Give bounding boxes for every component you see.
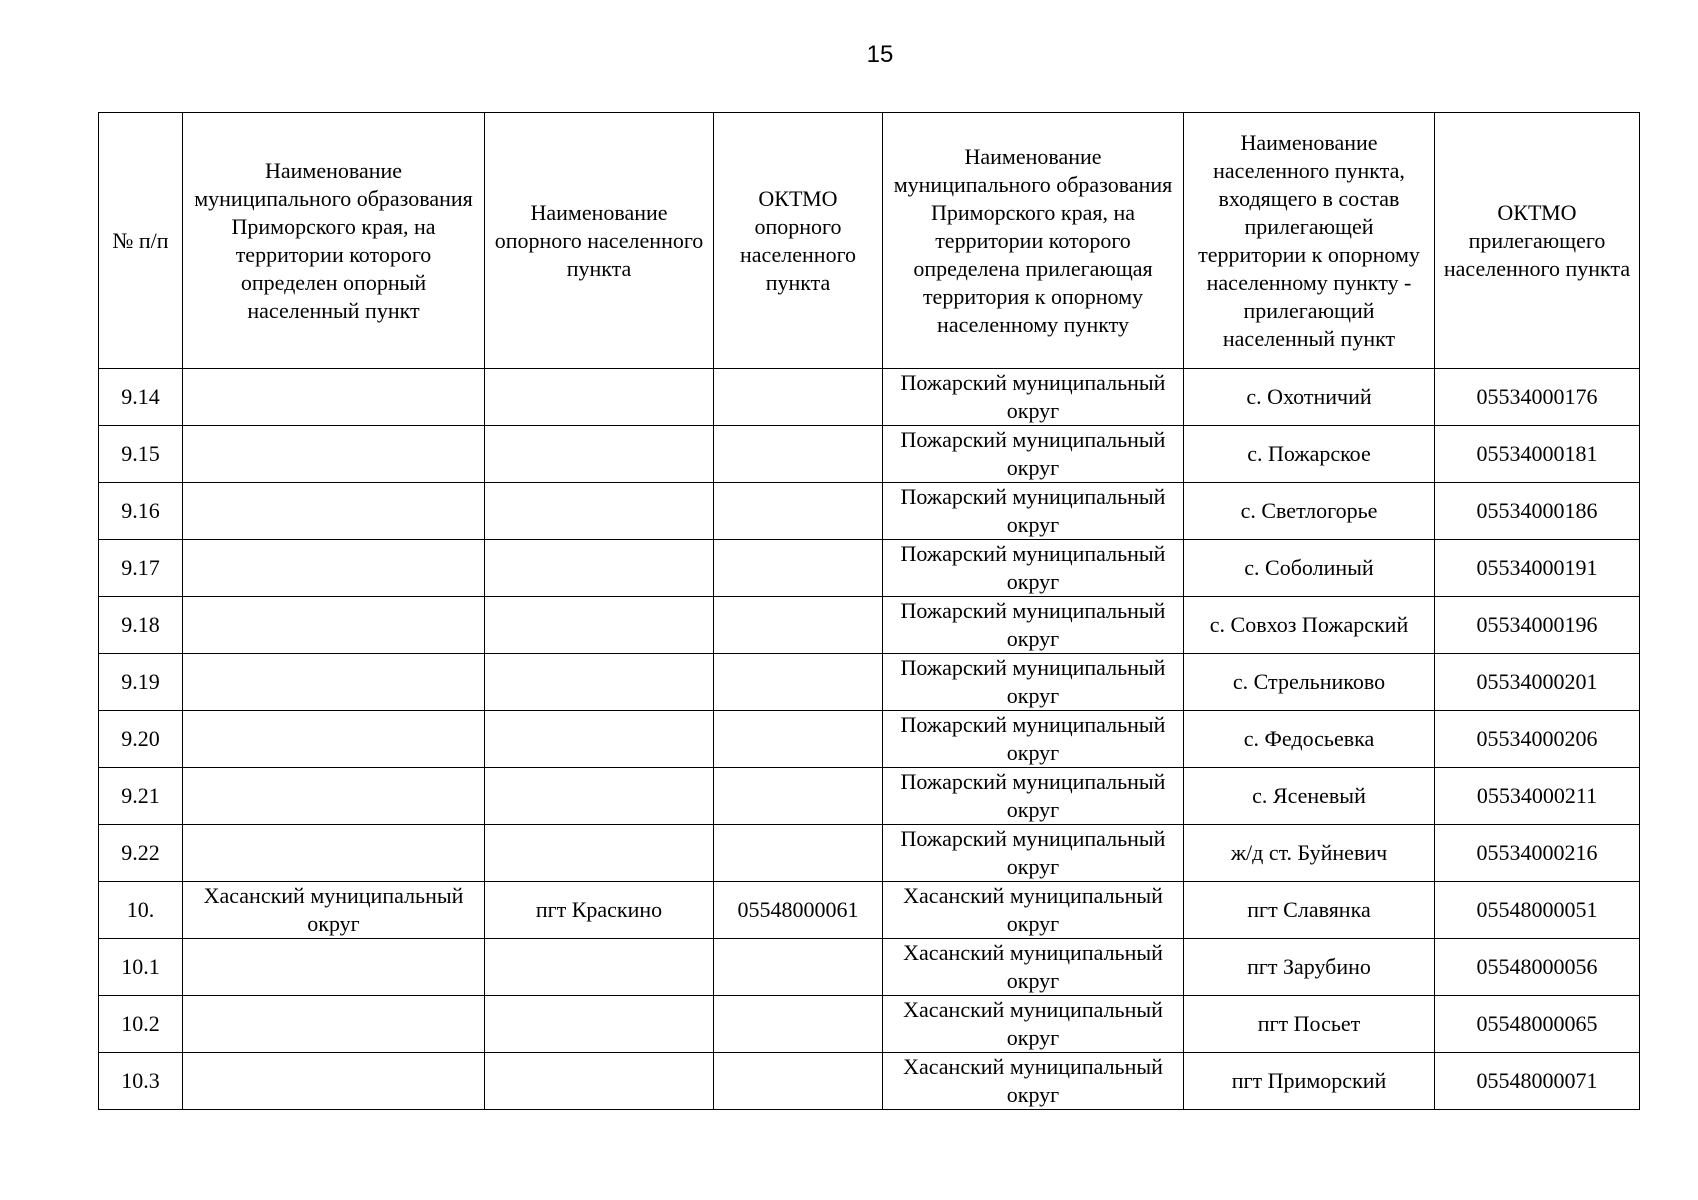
cell-mo-core: Хасанский муниципальный округ xyxy=(183,882,485,939)
table-row xyxy=(99,939,1640,996)
cell-core-oktmo xyxy=(714,483,883,540)
cell-core-name xyxy=(485,597,714,654)
cell-adjacent-oktmo: 05534000181 xyxy=(1435,426,1640,483)
cell-core-oktmo xyxy=(714,939,883,996)
cell-mo-core xyxy=(183,597,485,654)
cell-adjacent-name: с. Пожарское xyxy=(1184,426,1435,483)
cell-core-oktmo xyxy=(714,711,883,768)
cell-core-name xyxy=(485,939,714,996)
header-core-oktmo: ОКТМО опорного населенного пункта xyxy=(714,113,883,369)
cell-adjacent-name: пгт Зарубино xyxy=(1184,939,1435,996)
cell-core-oktmo xyxy=(714,597,883,654)
header-core-name: Наименование опорного населенного пункта xyxy=(485,113,714,369)
cell-adjacent-name: с. Охотничий xyxy=(1184,369,1435,426)
cell-adjacent-oktmo: 05534000176 xyxy=(1435,369,1640,426)
table-row xyxy=(99,996,1640,1053)
cell-mo-adjacent: Пожарский муниципальный округ xyxy=(883,369,1184,426)
cell-mo-core xyxy=(183,369,485,426)
cell-mo-core xyxy=(183,426,485,483)
table-body xyxy=(99,369,1640,1110)
cell-num: 9.17 xyxy=(99,540,183,597)
header-mo-core: Наименование муниципального образования Приморского края, на территории которого определен опорный населенный пункт xyxy=(183,113,485,369)
cell-core-oktmo xyxy=(714,540,883,597)
cell-adjacent-name: пгт Посьет xyxy=(1184,996,1435,1053)
header-adjacent-oktmo: ОКТМО прилегающего населенного пункта xyxy=(1435,113,1640,369)
cell-mo-core xyxy=(183,768,485,825)
cell-adjacent-oktmo: 05534000201 xyxy=(1435,654,1640,711)
cell-mo-core xyxy=(183,711,485,768)
cell-num: 9.18 xyxy=(99,597,183,654)
cell-adjacent-oktmo: 05534000206 xyxy=(1435,711,1640,768)
cell-core-oktmo xyxy=(714,1053,883,1110)
cell-adjacent-name: пгт Славянка xyxy=(1184,882,1435,939)
cell-core-name: пгт Краскино xyxy=(485,882,714,939)
cell-mo-adjacent: Пожарский муниципальный округ xyxy=(883,654,1184,711)
cell-core-oktmo xyxy=(714,825,883,882)
cell-core-name xyxy=(485,768,714,825)
table-row xyxy=(99,483,1640,540)
cell-mo-core xyxy=(183,540,485,597)
cell-mo-adjacent: Пожарский муниципальный округ xyxy=(883,768,1184,825)
cell-num: 9.19 xyxy=(99,654,183,711)
cell-adjacent-name: с. Светлогорье xyxy=(1184,483,1435,540)
cell-core-name xyxy=(485,369,714,426)
cell-adjacent-oktmo: 05548000071 xyxy=(1435,1053,1640,1110)
cell-mo-adjacent: Пожарский муниципальный округ xyxy=(883,426,1184,483)
cell-core-name xyxy=(485,654,714,711)
cell-num: 9.14 xyxy=(99,369,183,426)
table-row xyxy=(99,768,1640,825)
cell-adjacent-name: с. Совхоз Пожарский xyxy=(1184,597,1435,654)
table-row xyxy=(99,540,1640,597)
cell-num: 9.21 xyxy=(99,768,183,825)
settlements-table xyxy=(98,112,1640,1110)
cell-adjacent-oktmo: 05534000196 xyxy=(1435,597,1640,654)
cell-core-oktmo xyxy=(714,369,883,426)
cell-mo-core xyxy=(183,939,485,996)
header-num: № п/п xyxy=(99,113,183,369)
cell-mo-adjacent: Пожарский муниципальный округ xyxy=(883,711,1184,768)
cell-mo-core xyxy=(183,483,485,540)
table-row xyxy=(99,1053,1640,1110)
cell-mo-core xyxy=(183,996,485,1053)
cell-mo-adjacent: Хасанский муниципальный округ xyxy=(883,996,1184,1053)
cell-core-name xyxy=(485,825,714,882)
cell-mo-adjacent: Хасанский муниципальный округ xyxy=(883,882,1184,939)
cell-mo-adjacent: Хасанский муниципальный округ xyxy=(883,939,1184,996)
table-row xyxy=(99,882,1640,939)
cell-num: 9.15 xyxy=(99,426,183,483)
cell-core-name xyxy=(485,540,714,597)
cell-num: 10.3 xyxy=(99,1053,183,1110)
cell-core-name xyxy=(485,1053,714,1110)
cell-mo-adjacent: Хасанский муниципальный округ xyxy=(883,1053,1184,1110)
header-adjacent-name: Наименование населенного пункта, входящего в состав прилегающей территории к опорному населенному пункту - прилегающий населенный пункт xyxy=(1184,113,1435,369)
cell-core-name xyxy=(485,996,714,1053)
header-mo-adjacent: Наименование муниципального образования Приморского края, на территории которого определена прилегающая территория к опорному населенному пункту xyxy=(883,113,1184,369)
cell-adjacent-name: с. Соболиный xyxy=(1184,540,1435,597)
cell-adjacent-oktmo: 05534000211 xyxy=(1435,768,1640,825)
cell-num: 9.16 xyxy=(99,483,183,540)
cell-mo-core xyxy=(183,825,485,882)
table-row xyxy=(99,654,1640,711)
table-header xyxy=(99,113,1640,369)
table-row xyxy=(99,369,1640,426)
table-row xyxy=(99,711,1640,768)
cell-adjacent-oktmo: 05534000191 xyxy=(1435,540,1640,597)
cell-adjacent-name: с. Ясеневый xyxy=(1184,768,1435,825)
cell-adjacent-name: ж/д ст. Буйневич xyxy=(1184,825,1435,882)
cell-core-name xyxy=(485,426,714,483)
cell-mo-core xyxy=(183,1053,485,1110)
table-row xyxy=(99,426,1640,483)
cell-num: 10. xyxy=(99,882,183,939)
cell-mo-adjacent: Пожарский муниципальный округ xyxy=(883,825,1184,882)
cell-mo-adjacent: Пожарский муниципальный округ xyxy=(883,540,1184,597)
cell-mo-core xyxy=(183,654,485,711)
cell-core-oktmo xyxy=(714,768,883,825)
cell-core-name xyxy=(485,711,714,768)
cell-core-oktmo xyxy=(714,654,883,711)
cell-mo-adjacent: Пожарский муниципальный округ xyxy=(883,597,1184,654)
page-number: 15 xyxy=(866,41,894,68)
cell-core-oktmo: 05548000061 xyxy=(714,882,883,939)
cell-adjacent-name: с. Федосьевка xyxy=(1184,711,1435,768)
cell-mo-adjacent: Пожарский муниципальный округ xyxy=(883,483,1184,540)
cell-adjacent-name: с. Стрельниково xyxy=(1184,654,1435,711)
cell-core-oktmo xyxy=(714,996,883,1053)
cell-adjacent-oktmo: 05548000051 xyxy=(1435,882,1640,939)
table-row xyxy=(99,825,1640,882)
cell-core-oktmo xyxy=(714,426,883,483)
cell-num: 9.20 xyxy=(99,711,183,768)
table-row xyxy=(99,597,1640,654)
cell-num: 10.1 xyxy=(99,939,183,996)
cell-adjacent-name: пгт Приморский xyxy=(1184,1053,1435,1110)
cell-num: 9.22 xyxy=(99,825,183,882)
cell-adjacent-oktmo: 05548000056 xyxy=(1435,939,1640,996)
cell-num: 10.2 xyxy=(99,996,183,1053)
cell-adjacent-oktmo: 05548000065 xyxy=(1435,996,1640,1053)
cell-adjacent-oktmo: 05534000186 xyxy=(1435,483,1640,540)
cell-adjacent-oktmo: 05534000216 xyxy=(1435,825,1640,882)
cell-core-name xyxy=(485,483,714,540)
header-row xyxy=(99,113,1640,369)
